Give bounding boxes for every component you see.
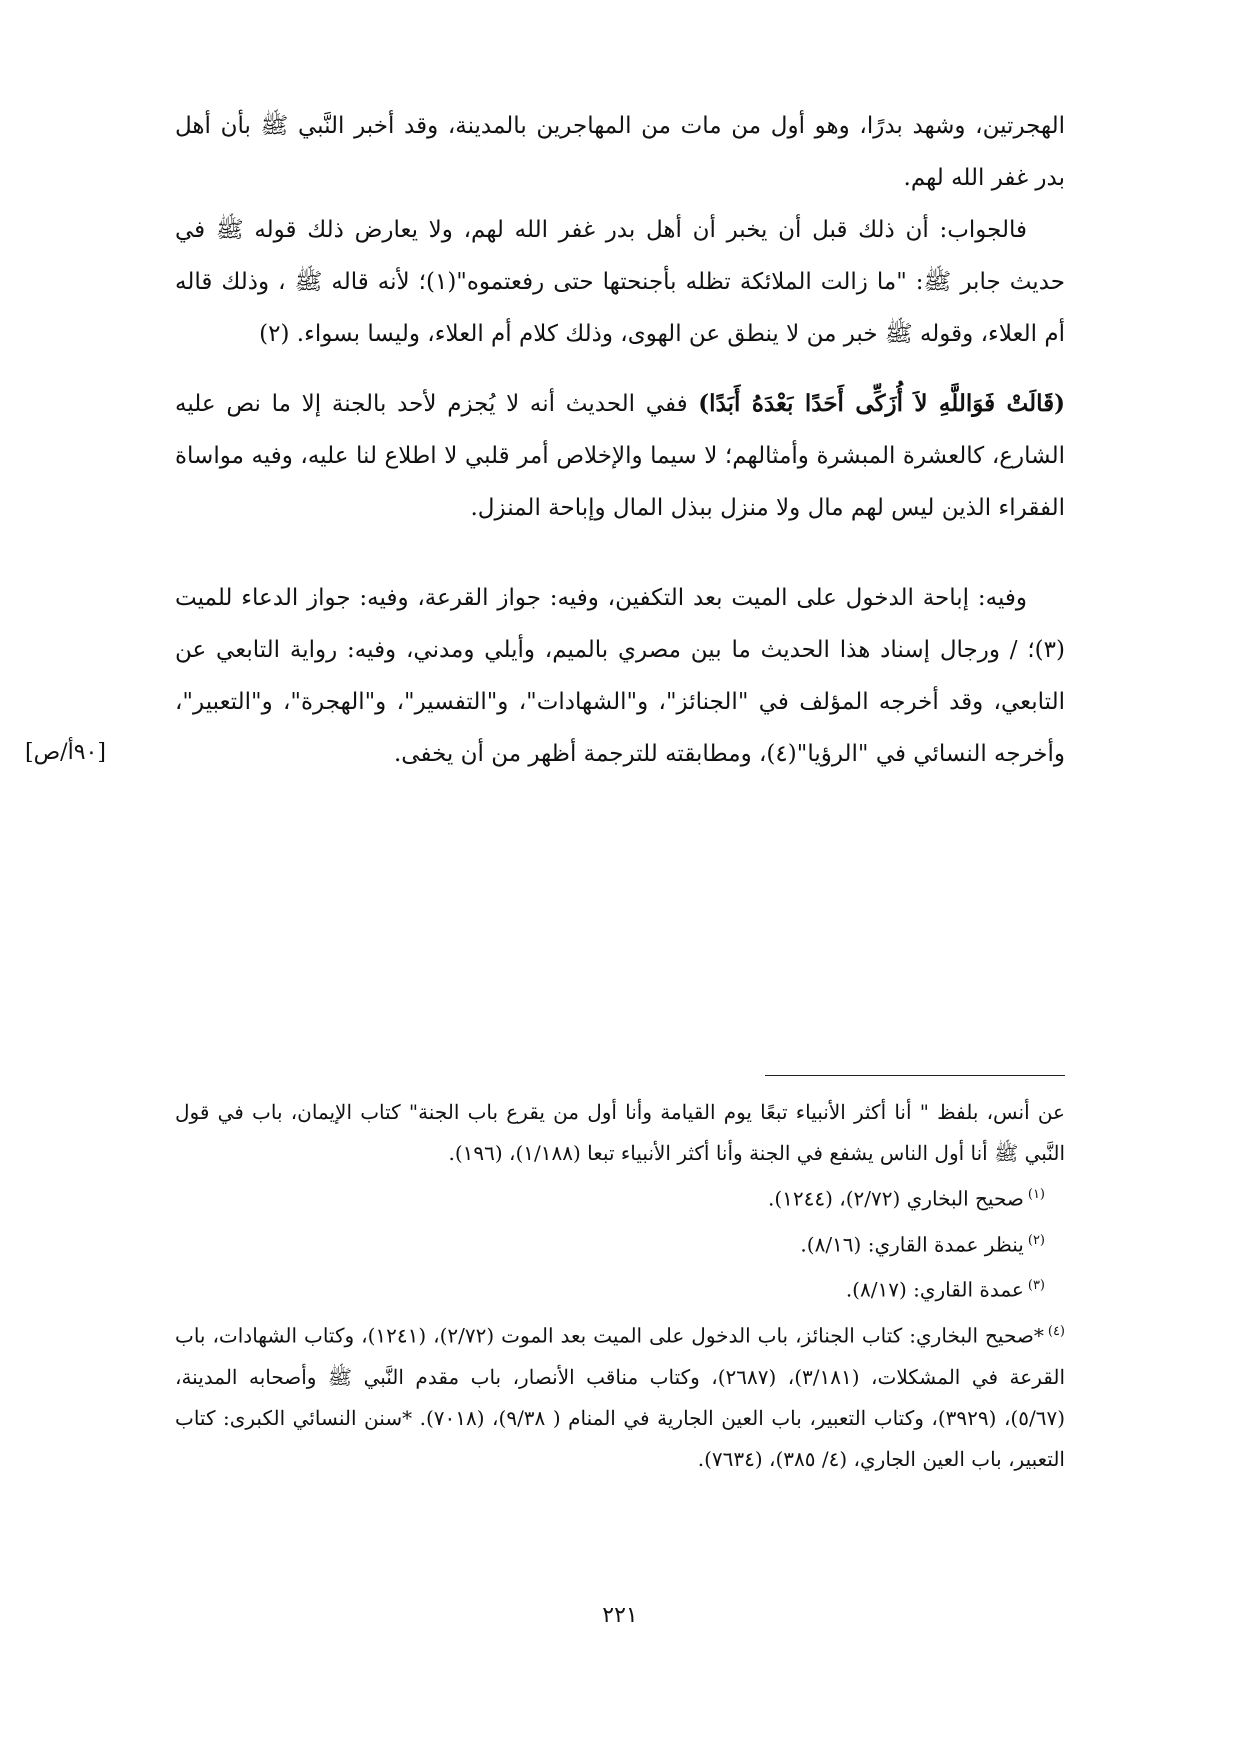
footnote-text: ينظر عمدة القاري: (٨/١٦). (800, 1232, 1024, 1257)
footnote-2 (175, 1220, 1065, 1266)
paragraph-2: فالجواب: أن ذلك قبل أن يخبر أن أهل بدر غفر الله لهم، ولا يعارض ذلك قوله ﷺ في حديث جابر ﷺ: "ما زالت الملائكة تظله بأجنحتها حتى رفعتموه"(١)؛ لأنه قاله ﷺ ، وذلك قاله أم العلاء، وقوله ﷺ خبر من لا ينطق عن الهوى، وذلك كلام أم العلاء، وليسا بسواء. (٢) (175, 217, 1065, 347)
footnote-4 (175, 1311, 1065, 1480)
footnote-text: *صحيح البخاري: كتاب الجنائز، باب الدخول على الميت بعد الموت (٢/٧٢)، (١٢٤١)، وكتاب الشهادات، باب القرعة في المشكلات، (٣/١٨١)، (٢٦٨٧)، وكتاب مناقب الأنصار، باب مقدم النَّبي ﷺ وأصحابه المدينة، (٥/٦٧)، (٣٩٢٩)، وكتاب التعبير، باب العين الجارية في المنام ( ٩/٣٨)، (٧٠١٨). *سنن النسائي الكبرى: كتاب التعبير، باب العين الجاري، (٤/ ٣٨٥)، (٧٦٣٤). (175, 1323, 1066, 1471)
paragraph-1: الهجرتين، وشهد بدرًا، وهو أول من مات من المهاجرين بالمدينة، وقد أخبر النَّبي ﷺ بأن أهل بدر غفر الله لهم. (175, 113, 1065, 191)
footnote-number: (٣) (1027, 1278, 1045, 1294)
main-text (175, 100, 1065, 780)
footnote-number: (٤) (1047, 1323, 1065, 1339)
footnotes (175, 1092, 1065, 1480)
paragraph-3-commentary: ففي الحديث أنه لا يُجزم لأحد بالجنة إلا ما نص عليه الشارع، كالعشرة المبشرة وأمثالهم؛ لا سيما والإخلاص أمر قلبي لا اطلاع لنا عليه، وفيه مواساة الفقراء الذين ليس لهم مال ولا منزل ببذل المال وإباحة المنزل. (175, 391, 1065, 521)
hadith-quote: (قَالَتْ فَوَاللَّهِ لاَ أُزَكِّى أَحَدًا بَعْدَهُ أَبَدًا) (698, 390, 1065, 417)
footnote-number: (١) (1027, 1187, 1045, 1202)
footnote-separator (765, 1075, 1065, 1076)
footnote-1 (175, 1174, 1065, 1220)
page-number: ٢٢١ (602, 1603, 638, 1628)
paragraph-4: وفيه: إباحة الدخول على الميت بعد التكفين، وفيه: جواز القرعة، وفيه: جواز الدعاء للميت (٣)؛ / ورجال إسناد هذا الحديث ما بين مصري بالميم، وأيلي ومدني، وفيه: رواية التابعي عن التابعي، وقد أخرجه المؤلف في "الجنائز"، و"الشهادات"، و"التفسير"، و"الهجرة"، و"التعبير"، وأخرجه النسائي في "الرؤيا"(٤)، ومطابقته للترجمة أظهر من أن يخفى. (175, 585, 1065, 767)
footnote-3 (175, 1265, 1065, 1311)
footnote-number: (٢) (1027, 1232, 1045, 1248)
paragraph-3 (175, 378, 1065, 534)
footnote-text: صحيح البخاري (٢/٧٢)، (١٢٤٤). (767, 1186, 1024, 1211)
footnote-text: عمدة القاري: (٨/١٧). (845, 1277, 1024, 1302)
manuscript-folio-marker: [٩٠أ/ص] (25, 740, 106, 765)
footnote-continuation: عن أنس، بلفظ " أنا أكثر الأنبياء تبعًا يوم القيامة وأنا أول من يقرع باب الجنة" كتاب الإيمان، باب في قول النَّبي ﷺ أنا أول الناس يشفع في الجنة وأنا أكثر الأنبياء تبعا (١/١٨٨)، (١٩٦). (175, 1100, 1065, 1165)
